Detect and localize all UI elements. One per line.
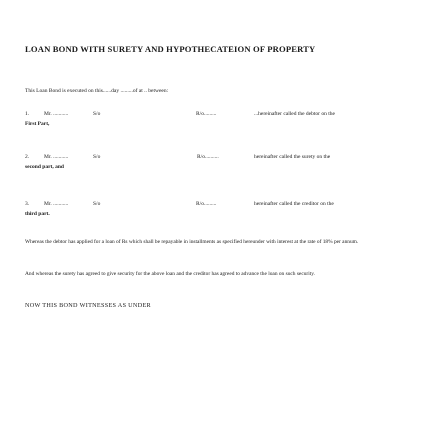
party-number: 1. — [25, 111, 30, 117]
party-description: hereinafter called the creditor on the — [254, 201, 334, 207]
resident-of-label: R/o.......... — [197, 154, 219, 160]
resident-of-label: R/o......... — [196, 111, 217, 117]
son-of-label: S/o — [93, 201, 101, 207]
whereas-paragraph-1: Whereas the debtor has applied for a loan of Rs which shall be repayable in installments as specified hereunder with interest at the rate of 18% per annum. — [25, 239, 359, 245]
document-title: LOAN BOND WITH SURETY AND HYPOTHECATEION OF PROPERTY — [25, 44, 316, 54]
son-of-label: S/o — [93, 154, 101, 160]
party-part-label: second part, and — [25, 164, 64, 170]
resident-of-label: R/o......... — [196, 201, 217, 207]
witnesseth-heading: NOW THIS BOND WITNESSES AS UNDER — [25, 302, 151, 309]
intro-line: This Loan Bond is executed on this......day .........of at .. between: — [25, 88, 169, 94]
party-description: hereinafter called the surety on the — [254, 154, 331, 160]
party-name-blank: Mr. ........... — [44, 111, 69, 117]
son-of-label: S/o — [93, 111, 101, 117]
party-number: 3. — [25, 201, 30, 207]
party-name-blank: Mr. ........... — [44, 154, 69, 160]
party-description: ...hereinafter called the debtor on the — [254, 111, 335, 117]
party-number: 2. — [25, 154, 30, 160]
whereas-paragraph-2: And whereas the surety has agreed to give security for the above loan and the creditor has agreed to advance the loan on such security. — [25, 271, 315, 277]
party-part-label: First Part, — [25, 121, 50, 127]
party-name-blank: Mr. ........... — [44, 201, 69, 207]
party-part-label: third part. — [25, 211, 50, 217]
